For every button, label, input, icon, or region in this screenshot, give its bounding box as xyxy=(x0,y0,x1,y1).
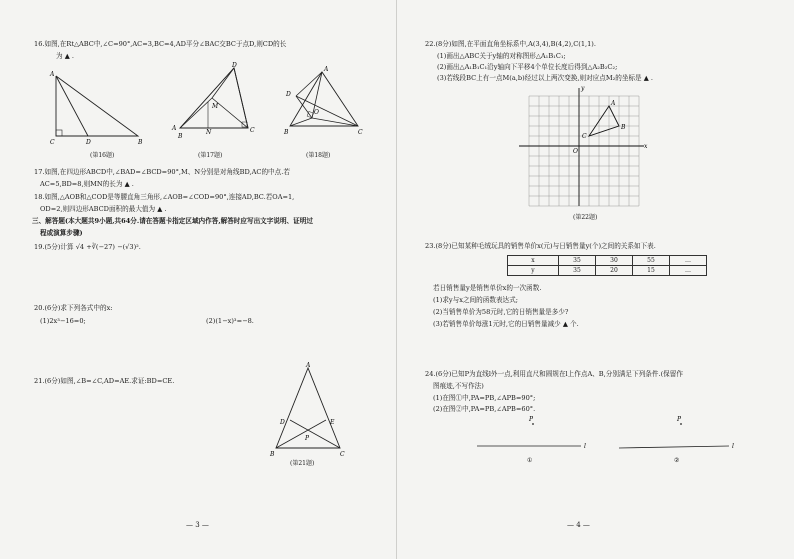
q23-p3: (3)若销售单价每涨1元时,它的日销售量减少 ▲ 个. xyxy=(433,320,579,328)
fig18-label-o: O xyxy=(314,109,319,116)
right-page xyxy=(397,0,794,559)
q18-line1: 18.如图,△AOB和△COD是等腰直角三角形,∠AOB=∠COD=90°,连接AD,BC.若OA=1, xyxy=(34,193,295,201)
figure-21 xyxy=(268,362,348,458)
fig16-label-a: A xyxy=(50,71,55,78)
q22-line1: 22.(8分)如图,在平面直角坐标系中,A(3,4),B(4,2),C(1,1). xyxy=(425,40,596,48)
figure-24-2 xyxy=(615,414,745,464)
fig16-label-c: C xyxy=(50,139,55,146)
fig21-label-b: B xyxy=(270,451,275,458)
fig24b-line-l: l xyxy=(732,443,734,450)
q21: 21.(6分)如图,∠B=∠C,AD=AE.求证:BD=CE. xyxy=(34,377,175,385)
fig17-label-m: M xyxy=(212,103,219,110)
triangle-abc xyxy=(589,106,619,136)
fig16-label-d: D xyxy=(86,139,91,146)
figure-17 xyxy=(172,62,262,144)
fig18-label-d: D xyxy=(286,91,291,98)
fig22-axis-y: y xyxy=(581,85,585,92)
q17-line1: 17.如图,在四边形ABCD中,∠BAD=∠BCD=90°,M、N分别是对角线BD,AC的中点.若 xyxy=(34,168,290,176)
fig22-label-a: A xyxy=(611,100,616,107)
section3-line2: 程或演算步骤) xyxy=(40,229,83,237)
q22-line4: (3)若线段BC上有一点M(a,b)经过以上两次变换,则对应点M₂的坐标是 ▲ . xyxy=(437,74,654,82)
fig22-axis-x: x xyxy=(644,143,648,150)
fig24a-caption: ① xyxy=(527,457,533,464)
fig18-label-a: A xyxy=(324,66,329,73)
fig21-label-p: P xyxy=(305,435,310,442)
q20-line1: 20.(6分)求下列各式中的x: xyxy=(34,304,113,312)
q23-after1: 若日销售量y是销售单价x的一次函数. xyxy=(433,284,542,292)
section3-line1: 三、解答题(本大题共9小题,共64分.请在答题卡指定区域内作答,解答时应写出文字说明、证明过 xyxy=(32,217,313,225)
table-cell: 55 xyxy=(633,256,670,266)
fig21-label-a: A xyxy=(306,362,311,369)
fig17-label-d: D xyxy=(232,62,237,69)
fig22-origin: O xyxy=(573,148,578,155)
table-row xyxy=(508,266,707,276)
q23-line1: 23.(8分)已知某种毛绒玩具的销售单价x(元)与日销售量y(个)之间的关系如下表. xyxy=(425,242,656,250)
fig24b-point-p: P xyxy=(677,416,682,423)
q20-part2: (2)(1−x)³=−8. xyxy=(206,317,254,325)
table-cell: x xyxy=(508,256,559,266)
table-cell: 35 xyxy=(559,256,596,266)
fig17-label-n: N xyxy=(206,129,212,136)
q16-line2: 为 ▲ . xyxy=(56,52,74,60)
table-cell: … xyxy=(670,256,707,266)
table-cell: 20 xyxy=(596,266,633,276)
fig18-caption: (第18题) xyxy=(306,152,331,159)
fig22-label-b: B xyxy=(621,124,626,131)
fig18-label-c: C xyxy=(358,129,363,136)
q24-line1: 24.(6分)已知P为直线l外一点,利用直尺和圆规在l上作点A、B,分别满足下列条件.(保留作 xyxy=(425,370,683,378)
figure-16 xyxy=(48,70,148,150)
q18-line2: OD=2,则四边形ABCD面积的最大值为 ▲ . xyxy=(40,205,167,213)
q19: 19.(5分)计算 √4 +∛(−27) −(√3)². xyxy=(34,243,141,251)
fig24a-point-p: P xyxy=(529,416,534,423)
table-cell: 35 xyxy=(559,266,596,276)
fig22-label-c: C xyxy=(582,133,587,140)
figure-22-coordinate-grid xyxy=(521,86,647,210)
fig21-caption: (第21题) xyxy=(290,460,315,467)
q23-p2: (2)当销售单价为58元时,它的日销售量是多少? xyxy=(433,308,569,316)
q24-p2: (2)在图②中,PA=PB,∠APB=60°. xyxy=(433,405,536,413)
q16-line1: 16.如图,在Rt△ABC中,∠C=90°,AC=3,BC=4,AD平分∠BAC交BC于点D,则CD的长 xyxy=(34,40,287,48)
fig21-label-d: D xyxy=(280,419,285,426)
page-number-left: — 3 — xyxy=(186,521,209,529)
q24-line2: 图痕迹,不写作法) xyxy=(433,382,484,390)
fig16-caption: (第16题) xyxy=(90,152,115,159)
fig17-caption: (第17题) xyxy=(198,152,223,159)
table-cell: y xyxy=(508,266,559,276)
q22-line2: (1)画出△ABC关于y轴的对称图形△A₁B₁C₁; xyxy=(437,52,566,60)
q22-line3: (2)画出△A₁B₁C₁沿y轴向下平移4个单位长度后得到△A₂B₂C₂; xyxy=(437,63,618,71)
q23-table xyxy=(507,255,707,276)
fig16-label-b: B xyxy=(138,139,143,146)
fig21-label-e: E xyxy=(330,419,335,426)
table-cell: 30 xyxy=(596,256,633,266)
fig17-label-c: C xyxy=(250,127,255,134)
figure-18 xyxy=(282,66,366,144)
figure-24-1 xyxy=(471,414,601,464)
fig24a-line-l: l xyxy=(584,443,586,450)
fig21-label-c: C xyxy=(340,451,345,458)
fig22-caption: (第22题) xyxy=(573,214,598,221)
fig17-label-a: A xyxy=(172,125,177,132)
table-cell: 15 xyxy=(633,266,670,276)
fig24b-caption: ② xyxy=(674,457,680,464)
q23-p1: (1)求y与x之间的函数表达式; xyxy=(433,296,518,304)
page-number-right: — 4 — xyxy=(567,521,590,529)
q20-part1: (1)2x³−16=0; xyxy=(40,317,86,325)
table-row xyxy=(508,256,707,266)
fig18-label-b: B xyxy=(284,129,289,136)
q17-line2: AC=5,BD=8,则MN的长为 ▲ . xyxy=(40,180,134,188)
q24-p1: (1)在图①中,PA=PB,∠APB=90°; xyxy=(433,394,536,402)
fig17-label-b: B xyxy=(178,133,183,140)
table-cell: … xyxy=(670,266,707,276)
